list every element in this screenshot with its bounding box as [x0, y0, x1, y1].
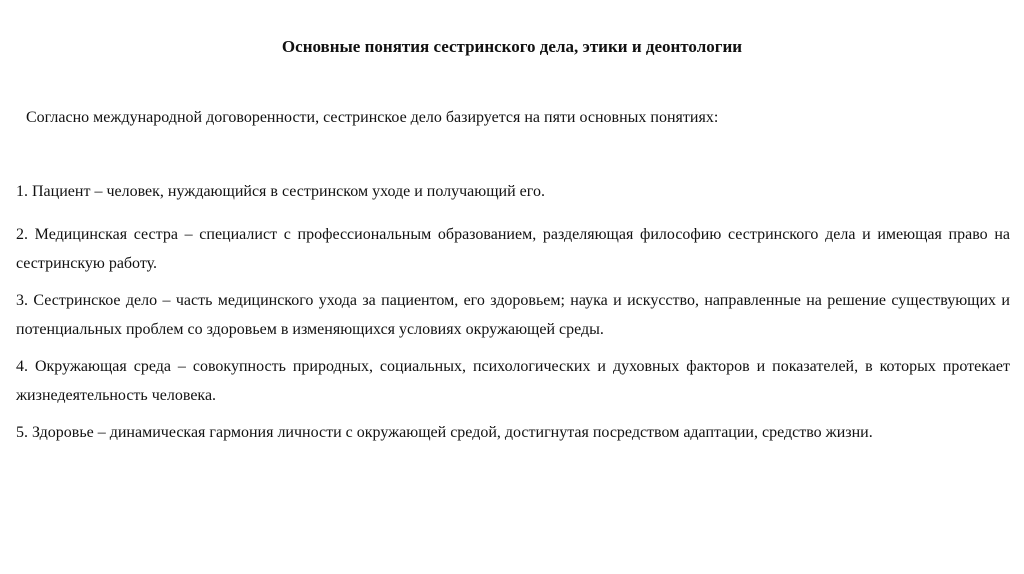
- slide-title: Основные понятия сестринского дела, этики и деонтологии: [281, 37, 743, 56]
- intro-paragraph: Согласно международной договоренности, сестринское дело базируется на пяти основных понятиях:: [26, 109, 719, 126]
- concept-item-nurse: 2. Медицинская сестра – специалист с профессиональным образованием, разделяющая философию сестринского дела и имеющая право на сестринскую работу.: [16, 225, 1010, 272]
- concept-list: [16, 177, 1010, 454]
- concept-item-health: 5. Здоровье – динамическая гармония личности с окружающей средой, достигнутая посредством адаптации, средство жизни.: [16, 423, 873, 441]
- concept-item-environment: 4. Окружающая среда – совокупность природных, социальных, психологических и духовных факторов и показателей, в которых протекает жизнедеятельность человека.: [16, 357, 1010, 404]
- concept-item-nursing: 3. Сестринское дело – часть медицинского ухода за пациентом, его здоровьем; наука и искусство, направленные на решение существующих и потенциальных проблем со здоровьем в изменяющихся условиях окружающей среды.: [16, 291, 1010, 338]
- concept-item-patient: 1. Пациент – человек, нуждающийся в сестринском уходе и получающий его.: [16, 183, 545, 200]
